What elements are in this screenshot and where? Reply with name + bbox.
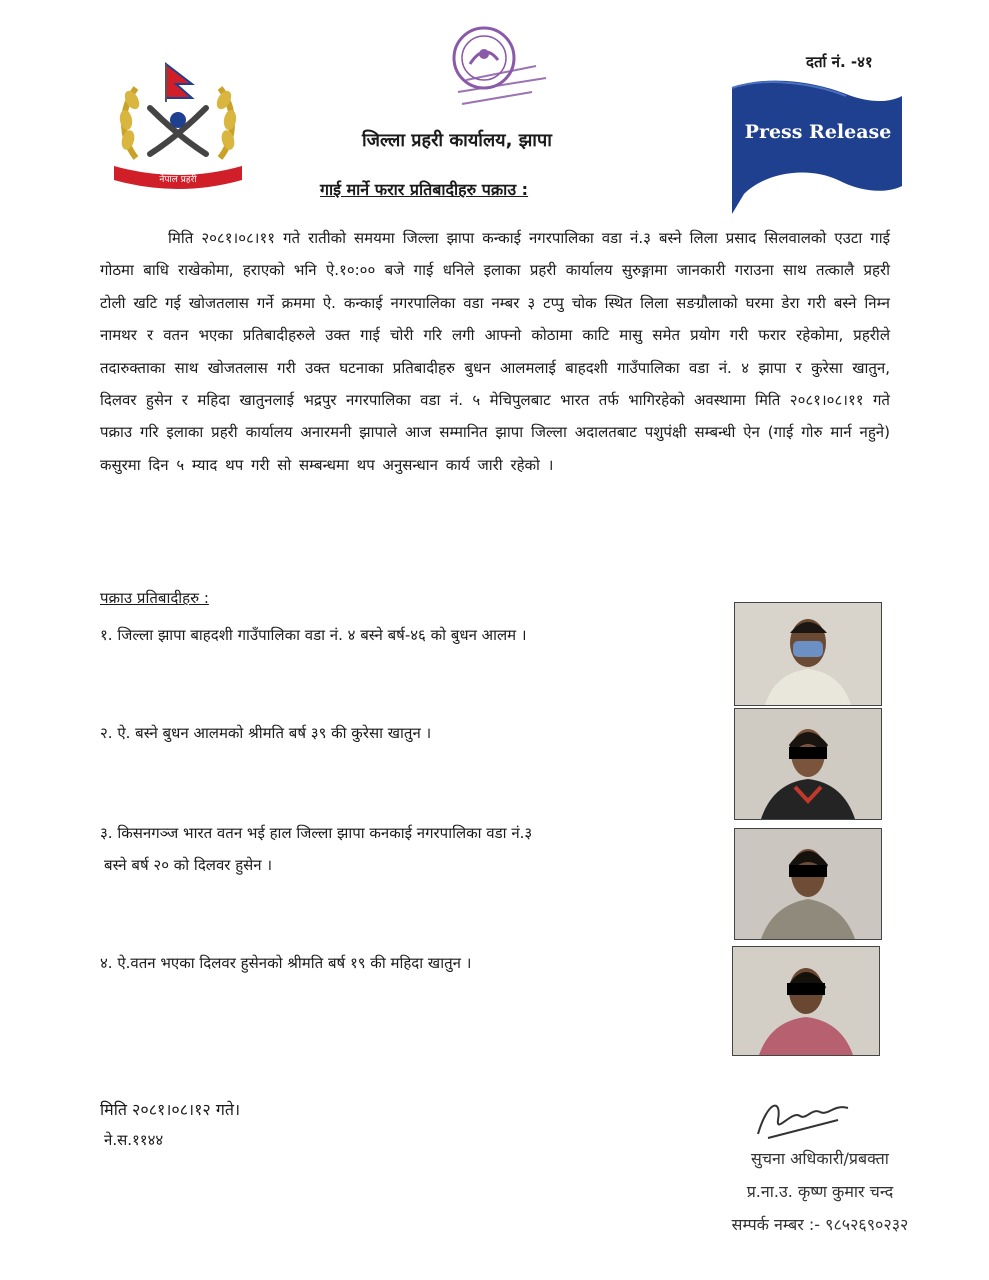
suspect-photo-3 (734, 828, 882, 940)
svg-text:नेपाल प्रहरी: नेपाल प्रहरी (159, 175, 197, 185)
arrested-item-3-cont: बस्ने बर्ष २० को दिलवर हुसेन । (104, 856, 273, 874)
office-title: जिल्ला प्रहरी कार्यालय, झापा (362, 130, 552, 151)
signatory-name: प्र.ना.उ. कृष्ण कुमार चन्द (746, 1182, 894, 1201)
press-release-label: Press Release (744, 121, 892, 143)
body-paragraph: मिति २०८१।०८।११ गते रातीको समयमा जिल्ला झापा कन्काई नगरपालिका वडा नं.३ बस्ने लिला प्रसाद सिलवालको एउटा गाई गोठमा बाधि राखेकोमा, हराएको भनि ऐ.१०:०० बजे गाई धनिले इलाका प्रहरी कार्यालय सुरुङ्गामा जानकारी गराउना साथ तत्कालै प्रहरी टोली खटि गई खोजतलास गर्ने क्रममा ऐ. कन्काई नगरपालिका वडा नम्बर ३ टप्पु चोक स्थित लिला सङग्रौलाको घरमा डेरा गरी बस्ने निम्न नामथर र वतन भएका प्रतिबादीहरुले उक्त गाई चोरी गरि लगी आफ्नो कोठामा काटि मासु समेत प्रयोग गरी फरार रहेकोमा, प्रहरीले तदारुक्ताका साथ खोजतलास गरी उक्त घटनाका प्रतिबादीहरु बुधन आलमलाई बाहदशी गाउँपालिका वडा नं. ४ झापा र कुरेसा खातुन, दिलवर हुसेन र महिदा खातुनलाई भद्रपुर नगरपालिका वडा नं. ५ मेचिपुलबाट भारत तर्फ भागिरहेको अवस्थामा मिति २०८१।०८।११ गते पक्राउ गरि इलाका प्रहरी कार्यालय अनारमनी झापाले आज सम्मानित झापा जिल्ला अदालतबाट पशुपंक्षी सम्बन्धी ऐन (गाई गोरु मार्न नहुने) कसुरमा दिन ५ म्याद थप गरी सो सम्बन्धमा थप अनुसन्धान कार्य जारी रहेको । (100, 229, 890, 474)
police-emblem-icon (106, 58, 250, 194)
release-date: मिति २०८१।०८।१२ गते। (100, 1100, 241, 1119)
police-emblem (106, 58, 250, 194)
signatory-title: सुचना अधिकारी/प्रबक्ता (751, 1149, 889, 1168)
signature-block (700, 1142, 940, 1241)
press-release-banner (726, 76, 908, 226)
arrested-item-2: २. ऐ. बस्ने बुधन आलमको श्रीमति बर्ष ३९ की कुरेसा खातुन । (100, 724, 432, 742)
signatory-contact: सम्पर्क नम्बर :- ९८५२६९०२३२ (731, 1215, 909, 1234)
arrested-item-3: ३. किसनगञ्ज भारत वतन भई हाल जिल्ला झापा कनकाई नगरपालिका वडा नं.३ (100, 824, 533, 842)
suspect-photo-4 (732, 946, 880, 1056)
suspect-photo-1 (734, 602, 882, 706)
headline: गाई मार्ने फरार प्रतिबादीहरु पक्राउ : (320, 180, 529, 199)
signature (748, 1090, 868, 1150)
nepal-sambat-ref: ने.स.११४४ (104, 1131, 164, 1149)
arrested-item-4: ४. ऐ.वतन भएका दिलवर हुसेनको श्रीमति बर्ष १९ की महिदा खातुन । (100, 954, 472, 972)
seal-stamp-icon (436, 20, 566, 112)
signature-icon (748, 1090, 868, 1150)
registration-number: दर्ता नं. -४१ (806, 53, 873, 71)
arrested-item-1: १. जिल्ला झापा बाहदशी गाउँपालिका वडा नं. ४ बस्ने बर्ष-४६ को बुधन आलम । (100, 626, 527, 644)
district-seal (436, 20, 566, 112)
arrested-heading: पक्राउ प्रतिबादीहरु : (100, 589, 209, 607)
suspect-photo-2 (734, 708, 882, 820)
